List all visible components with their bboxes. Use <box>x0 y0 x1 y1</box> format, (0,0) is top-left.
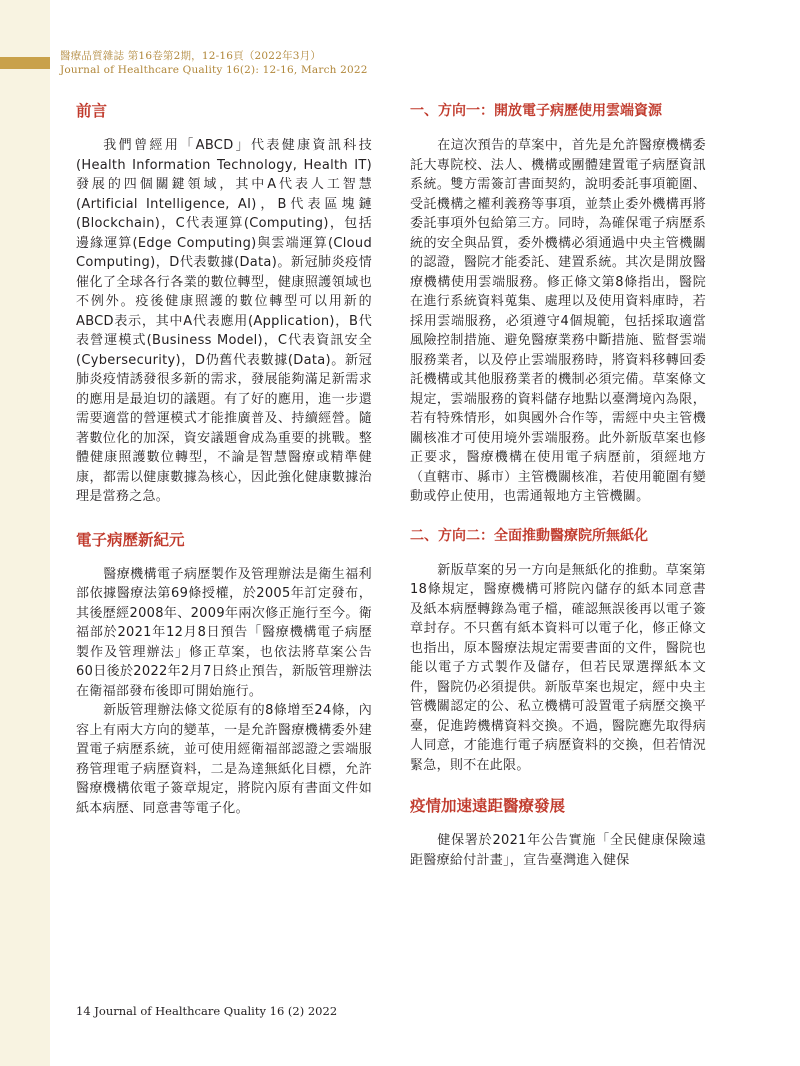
page-footer: 14 Journal of Healthcare Quality 16 (2) 2022 <box>76 1004 338 1018</box>
subsection-heading-paperless: 二、方向二：全面推動醫療院所無紙化 <box>410 527 648 544</box>
telemedicine-paragraph: 健保署於2021年公告實施「全民健康保險遠距醫療給付計畫」，宣告臺灣進入健保 <box>410 833 706 868</box>
journal-header-chinese: 醫療品質雜誌 第16卷第2期，12-16頁（2022年3月） <box>60 50 322 62</box>
side-margin-strip <box>0 0 50 1066</box>
section-heading-telemedicine: 疫情加速遠距醫療發展 <box>410 797 566 815</box>
section-heading-intro: 前言 <box>76 102 108 120</box>
emr-paragraph-2: 新版管理辦法條文從原有的8條增至24條，內容上有兩大方向的變革，一是允許醫療機構委外建置電子病歷系統，並可使用經衛福部認證之雲端服務管理電子病歷資料，二是為達無紙化目標，允許醫療機構依電子簽章規定，將院內原有書面文件如紙本病歷、同意書等電子化。 <box>76 703 372 816</box>
intro-paragraph: 我們曾經用「ABCD」代表健康資訊科技(Health Information Technology, Health IT)發展的四個關鍵領域，其中A代表人工智慧(Artificial Intelligence, AI)，B代表區塊鏈(Blockchain)，C代表運算(Computing)，包括邊緣運算(Edge Computing)與雲端運算(Cloud Computing)，D代表數據(Data)。新冠肺炎疫情催化了全球各行各業的數位轉型，健康照護領域也不例外。疫後健康照護的數位轉型可以用新的ABCD表示，其中A代表應用(Application)，B代表營運模式(Business Model)，C代表資訊安全(Cybersecurity)，D仍舊代表數據(Data)。新冠肺炎疫情誘發很多新的需求，發展能夠滿足新需求的應用是最迫切的議題。有了好的應用，進一步還需要適當的營運模式才能推廣普及、持續經營。隨著數位化的加深，資安議題會成為重要的挑戰。整體健康照護數位轉型，不論是智慧醫療或精準健康，都需以健康數據為核心，因此強化健康數據治理是當務之急。 <box>76 138 372 504</box>
journal-header <box>60 49 480 77</box>
cloud-paragraph: 在這次預告的草案中，首先是允許醫療機構委託大專院校、法人、機構或團體建置電子病歷資訊系統。雙方需簽訂書面契約，說明委託事項範圍、受託機構之權利義務等事項，並禁止委外機構再將委託事項外包給第三方。同時，為確保電子病歷系統的安全與品質，委外機構必須通過中央主管機關的認證，醫院才能委託、建置系統。其次是開放醫療機構使用雲端服務。修正條文第8條指出，醫院在進行系統資料蒐集、處理以及使用資料庫時，若採用雲端服務，必須遵守4個規範，包括採取適當風險控制措施、避免醫療業務中斷措施、監督雲端服務業者，以及停止雲端服務時，將資料移轉回委託機構或其他服務業者的機制必須完備。草案條文規定，雲端服務的資料儲存地點以臺灣境內為限，若有特殊情形，如與國外合作等，需經中央主管機關核准才可使用境外雲端服務。此外新版草案也修正要求，醫療機構在使用電子病歷前，須經地方（直轄市、縣市）主管機關核准，若使用範圍有變動或停止使用，也需通報地方主管機關。 <box>410 138 706 504</box>
emr-paragraph-1: 醫療機構電子病歷製作及管理辦法是衛生福利部依據醫療法第69條授權，於2005年訂定發布，其後歷經2008年、2009年兩次修正施行至今。衛福部於2021年12月8日預告「醫療機構電子病歷製作及管理辦法」修正草案，也依法將草案公告60日後於2022年2月7日終止預告，新版管理辦法在衛福部發布後即可開始施行。 <box>76 566 372 699</box>
left-column <box>76 100 372 818</box>
section-heading-emr-era: 電子病歷新紀元 <box>76 530 185 549</box>
paperless-paragraph: 新版草案的另一方向是無紙化的推動。草案第18條規定，醫療機構可將院內儲存的紙本同意書及紙本病歷轉錄為電子檔，確認無誤後再以電子簽章封存。不只舊有紙本資料可以電子化，修正條文也指出，原本醫療法規定需要書面的文件，醫院也能以電子方式製作及儲存，但若民眾選擇紙本文件，醫院仍必須提供。新版草案也規定，經中央主管機關認定的公、私立機構可設置電子病歷交換平臺，促進跨機構資料交換。不過，醫院應先取得病人同意，才能進行電子病歷資料的交換，但若情況緊急，則不在此限。 <box>410 562 706 773</box>
journal-header-english: Journal of Healthcare Quality 16(2): 12-16, March 2022 <box>60 64 368 76</box>
subsection-heading-cloud: 一、方向一：開放電子病歷使用雲端資源 <box>410 103 662 119</box>
right-column <box>410 100 706 870</box>
header-accent-bar <box>0 57 50 69</box>
